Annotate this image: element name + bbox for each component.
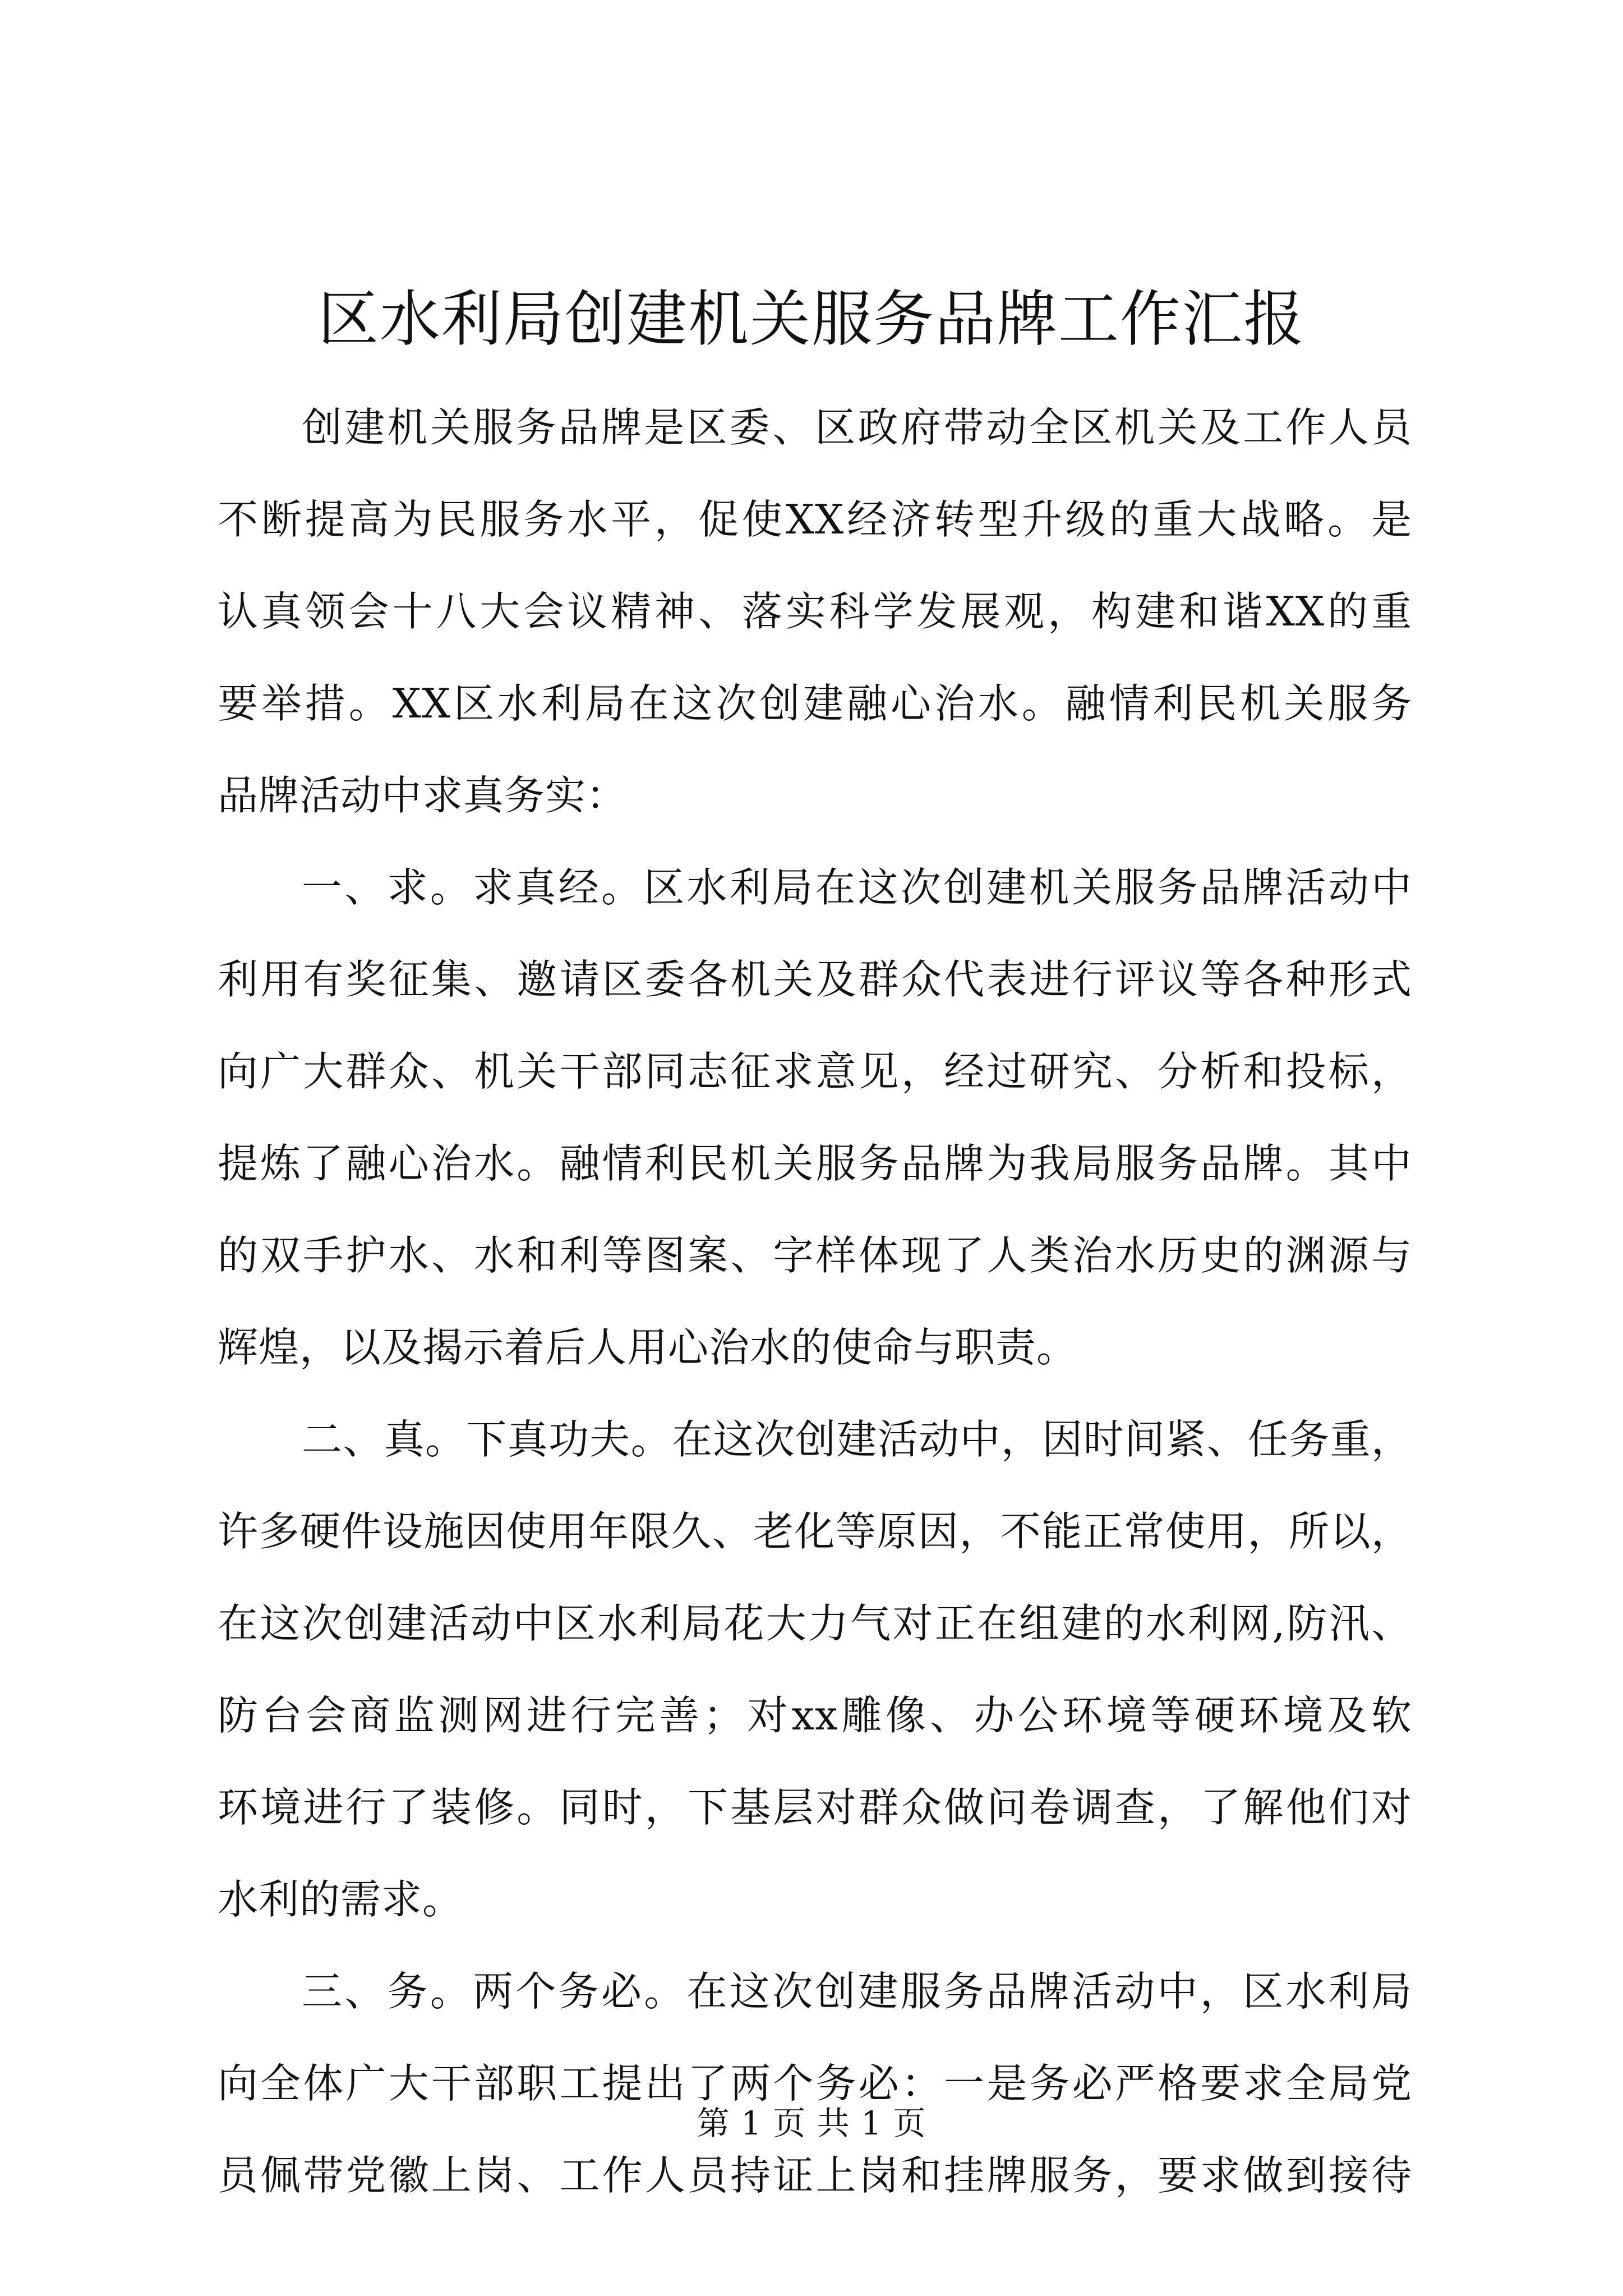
text-line: 水利的需求。: [218, 1876, 464, 1923]
text-line: 认真领会十八大会议精神、落实科学发展观，构建和谐XX的重: [218, 588, 1412, 635]
text-line: 一、求。求真经。区水利局在这次创建机关服务品牌活动中: [302, 864, 1412, 911]
text-line: 环境进行了装修。同时，下基层对群众做问卷调查，了解他们对: [218, 1784, 1412, 1831]
document-body: [218, 381, 1412, 2221]
paragraph: [218, 1393, 1412, 1945]
text-line: 许多硬件设施因使用年限久、老化等原因，不能正常使用，所以，: [218, 1508, 1412, 1555]
text-line: 向广大群众、机关干部同志征求意见，经过研究、分析和投标，: [218, 1048, 1412, 1095]
text-line: 防台会商监测网进行完善；对xx雕像、办公环境等硬环境及软: [218, 1692, 1412, 1739]
text-line: 辉煌，以及揭示着后人用心治水的使命与职责。: [218, 1324, 1078, 1371]
text-line: 二、真。下真功夫。在这次创建活动中，因时间紧、任务重，: [302, 1416, 1412, 1463]
text-line: 三、务。两个务必。在这次创建服务品牌活动中，区水利局: [302, 1968, 1412, 2015]
text-line: 要举措。XX区水利局在这次创建融心治水。融情利民机关服务: [218, 680, 1412, 727]
document-title: 区水利局创建机关服务品牌工作汇报: [317, 284, 1305, 355]
paragraph: [218, 841, 1412, 1393]
text-line: 提炼了融心治水。融情利民机关服务品牌为我局服务品牌。其中: [218, 1140, 1412, 1187]
paragraph: [218, 381, 1412, 841]
page-footer: 第 1 页 共 1 页: [697, 2104, 926, 2142]
text-line: 在这次创建活动中区水利局花大力气对正在组建的水利网,防汛、: [218, 1600, 1412, 1647]
text-line: 向全体广大干部职工提出了两个务必：一是务必严格要求全局党: [218, 2060, 1412, 2107]
text-line: 员佩带党徽上岗、工作人员持证上岗和挂牌服务，要求做到接待: [218, 2152, 1412, 2199]
text-line: 利用有奖征集、邀请区委各机关及群众代表进行评议等各种形式: [218, 956, 1412, 1003]
text-line: 品牌活动中求真务实：: [218, 772, 628, 819]
text-line: 创建机关服务品牌是区委、区政府带动全区机关及工作人员: [302, 404, 1412, 451]
text-line: 不断提高为民服务水平，促使XX经济转型升级的重大战略。是: [218, 496, 1412, 543]
paragraph: [218, 1945, 1412, 2221]
text-line: 的双手护水、水和利等图案、字样体现了人类治水历史的渊源与: [218, 1232, 1412, 1279]
